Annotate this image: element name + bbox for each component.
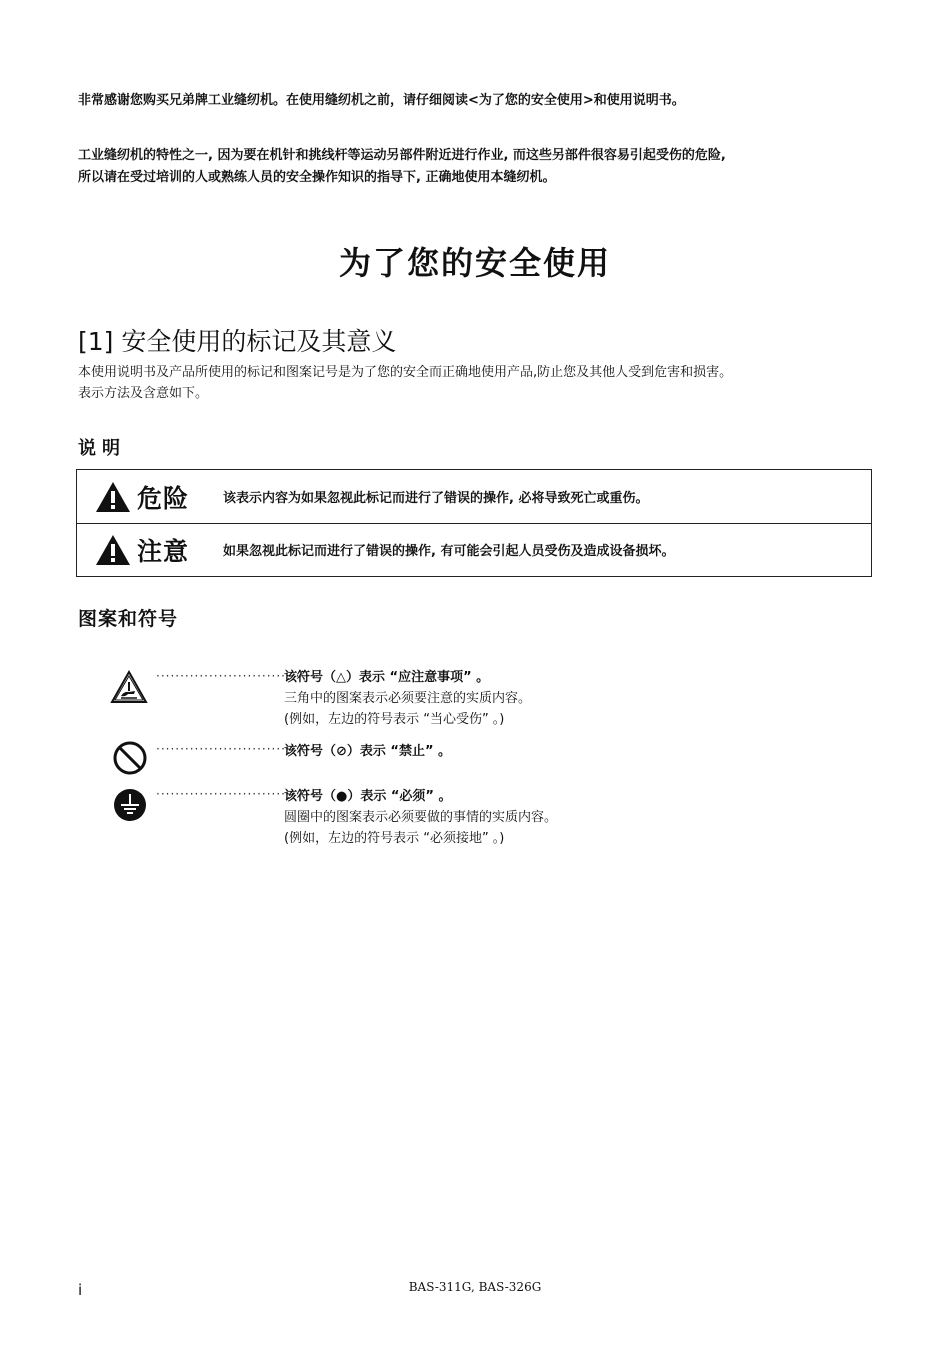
symbols-heading: 图案和符号	[78, 608, 179, 630]
symbol-mandatory-text	[284, 786, 557, 849]
symbol-mandatory-line-3: (例如，左边的符号表示 “必须接地” 。)	[284, 831, 505, 846]
section-body-line-1: 本使用说明书及产品所使用的标记和图案记号是为了您的安全而正确地使用产品,防止您及其他人受到危害和损害。	[78, 365, 733, 380]
symbol-warning-text	[284, 667, 531, 730]
caution-row	[77, 523, 871, 576]
intro-line-2a: 工业缝纫机的特性之一, 因为要在机针和挑线杆等运动另部件附近进行作业, 而这些另部件很容易引起受伤的危险,	[78, 148, 726, 163]
section-body-line-2: 表示方法及含意如下。	[78, 386, 209, 401]
symbol-mandatory-lead: 该符号（●）表示 “必须” 。	[284, 789, 452, 804]
section-heading: [1] 安全使用的标记及其意义	[78, 327, 397, 356]
symbol-warning-line-2: 三角中的图案表示必须要注意的实质内容。	[284, 691, 532, 706]
intro-paragraph-2	[78, 145, 878, 189]
prohibition-icon	[112, 740, 148, 780]
page-number: i	[78, 1281, 83, 1299]
symbol-warning-lead: 该符号（△）表示 “应注意事项” 。	[284, 670, 490, 685]
warning-triangle-icon	[95, 481, 131, 513]
symbol-prohibition-text	[284, 741, 451, 762]
leader-dots: ··································	[156, 669, 320, 683]
danger-word: 危险	[137, 483, 190, 513]
danger-description: 该表示内容为如果忽视此标记而进行了错误的操作, 必将导致死亡或重伤。	[223, 491, 649, 506]
ground-connection-icon	[112, 787, 148, 827]
symbol-warning-line-3: (例如，左边的符号表示 “当心受伤” 。)	[284, 712, 505, 727]
danger-row	[77, 470, 871, 524]
danger-label	[77, 479, 223, 515]
warning-triangle-icon	[95, 534, 131, 566]
page-title: 为了您的安全使用	[338, 244, 611, 282]
signal-word-table	[76, 469, 872, 577]
caution-label	[77, 532, 223, 568]
intro-line-1: 非常感谢您购买兄弟牌工业缝纫机。在使用缝纫机之前，请仔细阅读<为了您的安全使用>和使用说明书。	[78, 93, 685, 108]
model-footer: BAS-311G, BAS-326G	[408, 1280, 542, 1294]
symbol-mandatory-line-2: 圆圈中的图案表示必须要做的事情的实质内容。	[284, 810, 558, 825]
caution-description: 如果忽视此标记而进行了错误的操作, 有可能会引起人员受伤及造成设备损坏。	[223, 544, 675, 559]
caution-word: 注意	[137, 536, 190, 566]
intro-line-2b: 所以请在受过培训的人或熟练人员的安全操作知识的指导下, 正确地使用本缝纫机。	[78, 170, 556, 185]
intro-paragraph-1	[78, 90, 878, 112]
leader-dots: ··································	[156, 742, 320, 756]
symbol-prohibition-lead: 该符号（⊘）表示 “禁止” 。	[284, 744, 452, 759]
hand-injury-warning-icon	[110, 670, 148, 708]
leader-dots: ··································	[156, 787, 320, 801]
explanation-heading: 说明	[78, 438, 126, 459]
section-body	[78, 362, 878, 404]
